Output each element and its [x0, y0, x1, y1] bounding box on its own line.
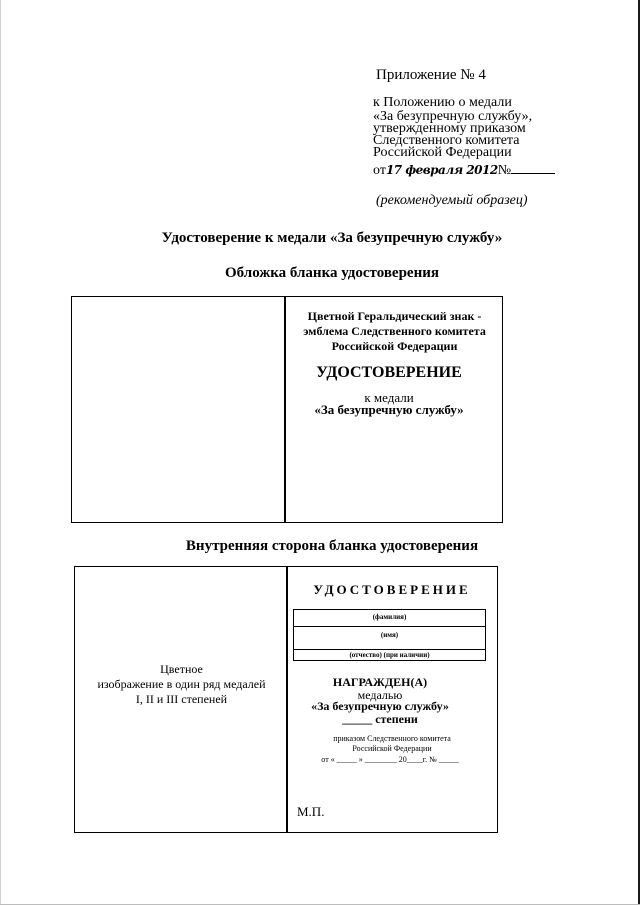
order-line: Российской Федерации	[352, 744, 432, 753]
sample-note: (рекомендуемый образец)	[376, 193, 528, 208]
appendix-line: «За безупречную службу»,	[373, 109, 533, 124]
document-title: Удостоверение к медали «За безупречную службу»	[161, 230, 503, 246]
name-fields-table	[293, 609, 486, 661]
cover-medal-name: «За безупречную службу»	[314, 402, 464, 417]
cover-to-medal: к медали	[364, 390, 414, 405]
placeholder-line: I, II и III степеней	[135, 692, 228, 706]
medal-image-placeholder	[76, 662, 287, 707]
inner-medal-name: «За безупречную службу»	[311, 699, 449, 713]
degree-line: _____ степени	[342, 712, 418, 726]
handwritten-date: 17 февраля 2012	[385, 163, 498, 177]
surname-label: (фамилия)	[372, 613, 407, 621]
inner-heading: Внутренняя сторона бланка удостоверения	[185, 538, 479, 554]
emblem-line: Цветной Геральдический знак -	[307, 309, 482, 323]
order-line: приказом Следственного комитета	[333, 734, 451, 743]
first-name-label: (имя)	[380, 631, 399, 639]
emblem-line: Российской Федерации	[331, 339, 458, 353]
cover-emblem-text	[286, 309, 503, 354]
appendix-title: Приложение № 4	[376, 67, 486, 83]
appendix-line: Российской Федерации	[373, 145, 512, 160]
cover-heading: Обложка бланка удостоверения	[225, 265, 439, 281]
number-sign: №	[497, 163, 512, 178]
appendix-line: к Положению о медали	[373, 95, 512, 110]
appendix-line: Следственного комитета	[373, 133, 520, 148]
number-blank	[511, 163, 555, 174]
appendix-line: утвержденному приказом	[373, 121, 526, 136]
appendix-date-row	[373, 163, 555, 179]
order-text	[288, 734, 496, 754]
cover-certificate-word: УДОСТОВЕРЕНИЕ	[316, 364, 462, 381]
first-name-field	[294, 627, 485, 650]
placeholder-line: Цветное	[160, 662, 203, 676]
awarded-label: НАГРАЖДЕН(А)	[332, 675, 428, 689]
date-prefix: от	[373, 163, 386, 178]
placeholder-line: изображение в один ряд медалей	[97, 677, 266, 691]
surname-field	[294, 610, 485, 627]
page-edge-left	[0, 0, 1, 905]
patronymic-field	[294, 650, 485, 660]
inner-certificate-word: УДОСТОВЕРЕНИЕ	[313, 582, 471, 597]
medal-word: медалью	[357, 688, 403, 702]
emblem-line: эмблема Следственного комитета	[303, 324, 486, 338]
patronymic-label: (отчество) (при наличии)	[349, 651, 430, 659]
order-date-line: от « _____ » ________ 20____г. № _____	[321, 755, 459, 764]
stamp-place: М.П.	[297, 804, 325, 819]
